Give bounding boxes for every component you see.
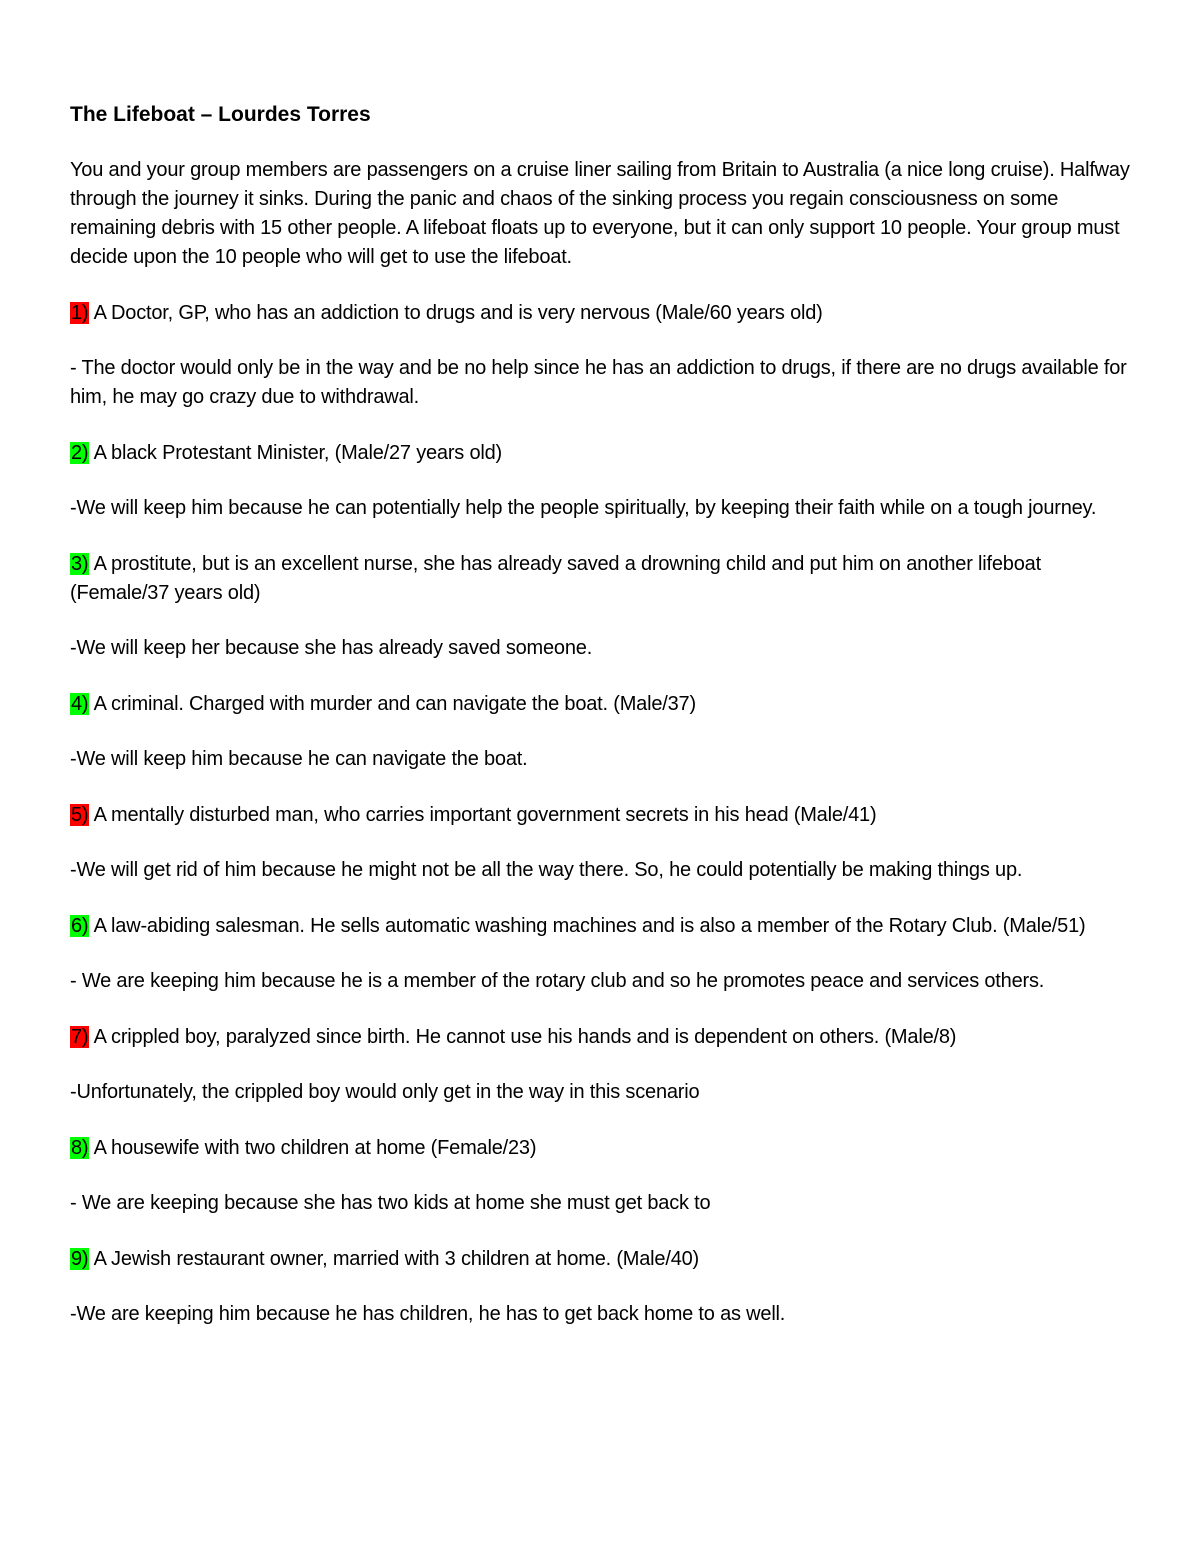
list-item: [70, 439, 1140, 523]
entry-description-text: A black Protestant Minister, (Male/27 years old): [89, 442, 503, 464]
entry-description: [70, 299, 1140, 328]
entry-reason: -We are keeping him because he has children, he has to get back home to as well.: [70, 1303, 786, 1325]
entry-number-badge: 4): [71, 693, 89, 715]
entry-reason: -We will keep her because she has already saved someone.: [70, 637, 593, 659]
entry-description: [70, 439, 1140, 468]
entry-number-badge: 2): [71, 442, 89, 464]
entry-description-text: A criminal. Charged with murder and can navigate the boat. (Male/37): [89, 693, 696, 715]
entry-description: [70, 1245, 1140, 1274]
entry-description: [70, 801, 1140, 830]
entry-reason: - The doctor would only be in the way and be no help since he has an addiction to drugs, if there are no drugs available for him, he may go crazy due to withdrawal.: [70, 357, 1127, 408]
list-item: [70, 299, 1140, 412]
document-page: [70, 100, 1140, 1329]
entry-description-text: A law-abiding salesman. He sells automatic washing machines and is also a member of the Rotary Club. (Male/51): [89, 915, 1086, 937]
entry-description: [70, 1023, 1140, 1052]
entry-description-text: A Doctor, GP, who has an addiction to drugs and is very nervous (Male/60 years old): [89, 302, 823, 324]
list-item: [70, 1245, 1140, 1329]
entry-description-text: A prostitute, but is an excellent nurse, she has already saved a drowning child and put him on another lifeboat (Female/37 years old): [70, 553, 1041, 604]
entry-number-badge: 8): [71, 1137, 89, 1159]
entry-description-text: A mentally disturbed man, who carries important government secrets in his head (Male/41): [89, 804, 877, 826]
entry-reason: -We will keep him because he can potentially help the people spiritually, by keeping their faith while on a tough journey.: [70, 497, 1097, 519]
entry-number-badge: 1): [71, 302, 89, 324]
entry-number-badge: 3): [71, 553, 89, 575]
entry-number-badge: 7): [71, 1026, 89, 1048]
entry-description: [70, 912, 1140, 941]
list-item: [70, 1134, 1140, 1218]
list-item: [70, 690, 1140, 774]
entry-reason: -We will keep him because he can navigate the boat.: [70, 748, 528, 770]
entries-list: [70, 299, 1140, 1329]
entry-number-badge: 6): [71, 915, 89, 937]
document-title: The Lifeboat – Lourdes Torres: [70, 103, 371, 126]
entry-description-text: A Jewish restaurant owner, married with 3 children at home. (Male/40): [89, 1248, 700, 1270]
entry-number-badge: 5): [71, 804, 89, 826]
list-item: [70, 550, 1140, 663]
entry-reason: - We are keeping him because he is a member of the rotary club and so he promotes peace and services others.: [70, 970, 1045, 992]
list-item: [70, 1023, 1140, 1107]
entry-description-text: A crippled boy, paralyzed since birth. He cannot use his hands and is dependent on others. (Male/8): [89, 1026, 957, 1048]
intro-paragraph: You and your group members are passengers on a cruise liner sailing from Britain to Australia (a nice long cruise). Halfway through the journey it sinks. During the panic and chaos of the sinking process you regain consciousness on some remaining debris with 15 other people. A lifeboat floats up to everyone, but it can only support 10 people. Your group must decide upon the 10 people who will get to use the lifeboat.: [70, 159, 1130, 268]
list-item: [70, 912, 1140, 996]
entry-reason: -Unfortunately, the crippled boy would only get in the way in this scenario: [70, 1081, 700, 1103]
entry-description-text: A housewife with two children at home (Female/23): [89, 1137, 537, 1159]
entry-description: [70, 1134, 1140, 1163]
entry-reason: -We will get rid of him because he might not be all the way there. So, he could potentially be making things up.: [70, 859, 1023, 881]
entry-description: [70, 690, 1140, 719]
entry-description: [70, 550, 1140, 608]
entry-reason: - We are keeping because she has two kids at home she must get back to: [70, 1192, 711, 1214]
list-item: [70, 801, 1140, 885]
entry-number-badge: 9): [71, 1248, 89, 1270]
